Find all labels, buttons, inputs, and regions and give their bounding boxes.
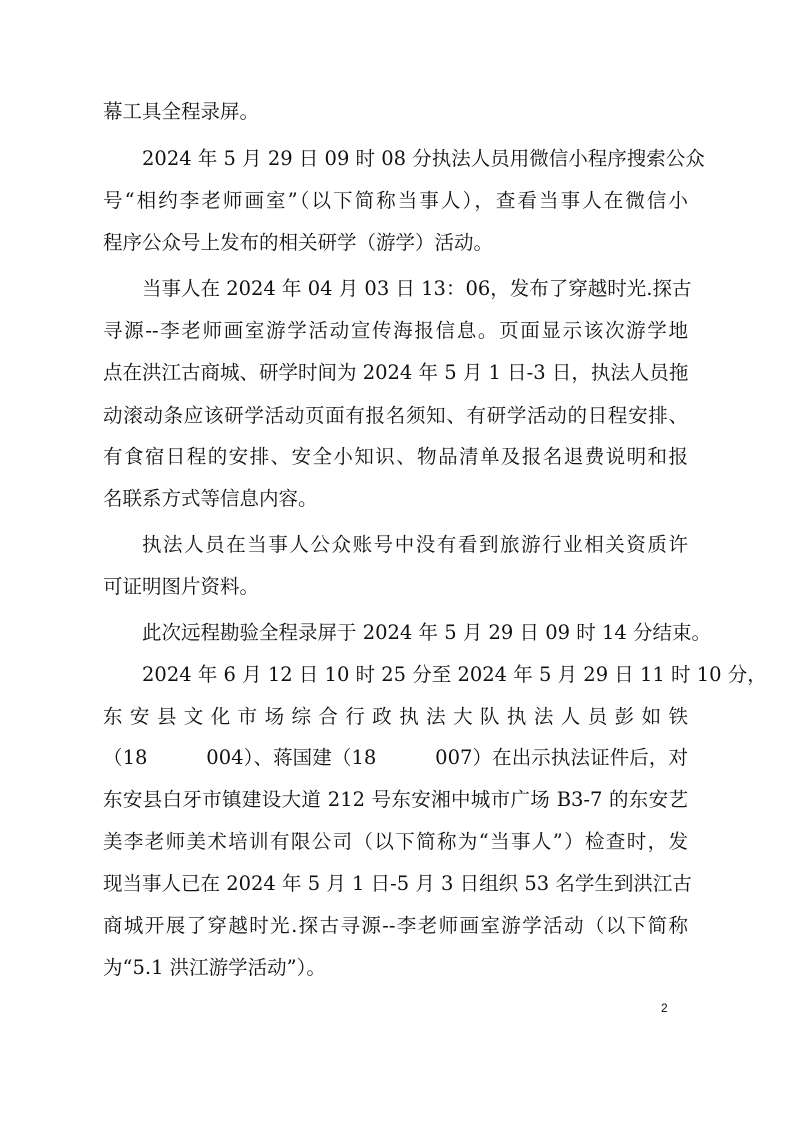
body-text-line: 程序公众号上发布的相关研学（游学）活动。 — [103, 231, 494, 254]
body-text-line: 东 安 县 文 化 市 场 综 合 行 政 执 法 大 队 执 法 人 员 彭 如 铁 — [103, 705, 688, 728]
body-text-line: 名联系方式等信息内容。 — [103, 487, 318, 510]
body-text-line: 幕工具全程录屏。 — [103, 100, 260, 123]
body-text-line: （18 004）、蒋国建（18 007）在出示执法证件后，对 — [103, 746, 688, 769]
body-text-line: 动滚动条应该研学活动页面有报名须知、有研学活动的日程安排、 — [103, 404, 688, 427]
body-text-line: 为“5.1 洪江游学活动”）。 — [103, 956, 326, 979]
body-text-line: 执法人员在当事人公众账号中没有看到旅游行业相关资质许 — [142, 533, 688, 556]
body-text-line: 此次远程勘验全程录屏于 2024 年 5 月 29 日 09 时 14 分结束。 — [142, 621, 711, 644]
body-text-line: 寻源--李老师画室游学活动宣传海报信息。页面显示该次游学地 — [103, 319, 688, 342]
body-text-line: 有食宿日程的安排、安全小知识、物品清单及报名退费说明和报 — [103, 445, 688, 468]
body-text-line: 可证明图片资料。 — [103, 575, 260, 598]
page-number: 2 — [661, 1001, 668, 1015]
body-text-line: 号“相约李老师画室”（以下简称当事人），查看当事人在微信小 — [103, 189, 688, 212]
body-text-line: 现当事人已在 2024 年 5 月 1 日-5 月 3 日组织 53 名学生到洪江古 — [103, 872, 692, 895]
body-text-line: 2024 年 6 月 12 日 10 时 25 分至 2024 年 5 月 29 日 11 时 10 分， — [142, 663, 767, 686]
body-text-line: 点在洪江古商城、研学时间为 2024 年 5 月 1 日-3 日，执法人员拖 — [103, 361, 689, 384]
body-text-line: 商城开展了穿越时光.探古寻源--李老师画室游学活动（以下简称 — [103, 914, 688, 937]
body-text-line: 2024 年 5 月 29 日 09 时 08 分执法人员用微信小程序搜索公众 — [142, 147, 705, 170]
body-text-line: 东安县白牙市镇建设大道 212 号东安湘中城市广场 B3-7 的东安艺 — [103, 788, 688, 811]
body-text-line: 美李老师美术培训有限公司（以下简称为“当事人”）检查时，发 — [103, 830, 688, 853]
body-text-line: 当事人在 2024 年 04 月 03 日 13：06，发布了穿越时光.探古 — [142, 277, 692, 300]
